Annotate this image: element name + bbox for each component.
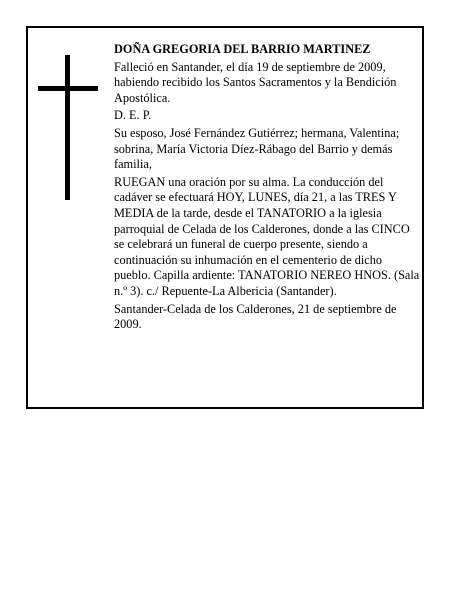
death-announcement: Falleció en Santander, el día 19 de septiembre de 2009, habiendo recibido los Santos Sacramentos y la Bendición Apostólica. [114, 59, 397, 105]
place-and-date: Santander-Celada de los Calderones, 21 de septiembre de 2009. [114, 301, 397, 332]
cross-vertical-bar [65, 55, 70, 200]
latin-cross-icon [38, 55, 98, 200]
cross-horizontal-bar [38, 86, 98, 91]
funeral-details: RUEGAN una oración por su alma. La conducción del cadáver se efectuará HOY, LUNES, día 21, a las TRES Y MEDIA de la tarde, desde el TANATORIO a la iglesia parroquial de Celada de los Calderones, donde a las CINCO se celebrará un funeral de cuerpo presente, siendo a continuación su inhumación en el cementerio de dicho pueblo. Capilla ardiente: TANATORIO NEREO HNOS. (Sala n.º 3). c./ Repuente-La Albericia (Santander). [114, 174, 420, 298]
rest-in-peace: D. E. P. [114, 108, 152, 123]
obituary-notice [26, 26, 424, 409]
obituary-text [114, 42, 420, 335]
deceased-name: DOÑA GREGORIA DEL BARRIO MARTINEZ [114, 42, 371, 56]
family-list: Su esposo, José Fernández Gutiérrez; hermana, Valentina; sobrina, María Victoria Díez-Rábago del Barrio y demás familia, [114, 125, 400, 172]
